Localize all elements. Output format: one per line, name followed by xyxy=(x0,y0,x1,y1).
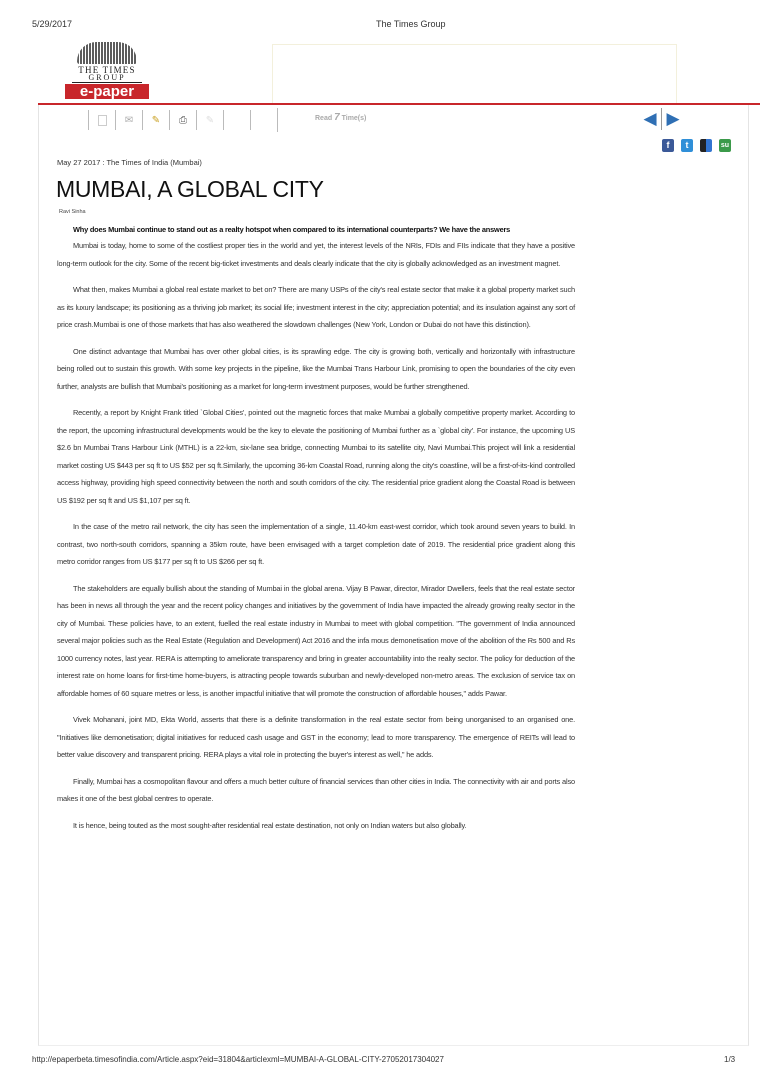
stumbleupon-icon[interactable]: su xyxy=(719,139,731,152)
article-paragraph: Finally, Mumbai has a cosmopolitan flavour and offers a much better culture of financial services than other cities in India. The connectivity with air and ports also makes it one of the best global centres to operate. xyxy=(57,776,575,803)
delicious-icon[interactable] xyxy=(700,139,712,152)
article-paragraph: In the case of the metro rail network, the city has seen the implementation of a single, 11.40-km east-west corridor, which took around seven years to build. In contrast, two north-south corridors, spanning a 35km route, have been envisaged with a target completion date of 2019. The residential price gradient along this metro corridor ranges from US $177 per sq ft to US $266 per sq ft. xyxy=(57,522,575,566)
document-icon xyxy=(98,115,107,126)
envelope-icon: ✉ xyxy=(124,114,134,126)
print-date: 5/29/2017 xyxy=(32,19,73,29)
twitter-icon[interactable]: t xyxy=(681,139,693,152)
social-share xyxy=(662,139,731,152)
attach-button[interactable] xyxy=(196,110,223,130)
article-title: MUMBAI, A GLOBAL CITY xyxy=(56,176,324,202)
epaper-badge: e-paper xyxy=(65,84,149,99)
read-suffix: Time(s) xyxy=(341,115,367,122)
article-toolbar xyxy=(88,109,304,131)
email-button[interactable] xyxy=(115,110,142,130)
footer-url[interactable]: http://epaperbeta.timesofindia.com/Article.aspx?eid=31804&articlexml=MUMBAI-A-GLOBAL-CITY-27052017304027 xyxy=(32,1055,444,1064)
logo-line1: THE TIMES xyxy=(78,65,136,75)
header-divider xyxy=(38,103,760,105)
times-group-logo[interactable] xyxy=(62,42,152,104)
article-navigation xyxy=(641,108,682,130)
previous-arrow-icon[interactable]: ◀ xyxy=(643,109,657,128)
print-button[interactable] xyxy=(169,110,196,130)
nav-separator xyxy=(661,108,662,130)
article-dateline: May 27 2017 : The Times of India (Mumbai) xyxy=(57,158,202,167)
paperclip-icon: ✎ xyxy=(205,114,215,126)
pencil-icon: ✎ xyxy=(151,114,161,126)
article-paragraph: What then, makes Mumbai a global real estate market to bet on? There are many USPs of the city's real estate sector that make it a global property market such as its luxury landscape; its positioning as a thriving job market; its social life; investment interest in the city; appreciation potential; and its insulation against any sort of price crash.Mumbai is one of those markets that has also weathered the slowdown challenges (New York, London or Dubai do not have this distinction). xyxy=(57,285,575,329)
printer-icon: ⎙ xyxy=(179,114,187,126)
article-body xyxy=(57,223,575,843)
logo-line2: GROUP xyxy=(72,74,142,83)
article-paragraph: Recently, a report by Knight Frank titled `Global Cities', pointed out the magnetic forces that make Mumbai a globally competitive property market. According to the report, the upcoming infrastructural developments would be the key to elevate the positioning of Mumbai further as a `global city'. For instance, the upcoming US $2.6 bn Mumbai Trans Harbour Link (MTHL) is a 22-km, six-lane sea bridge, connecting Mumbai to its satellite city, Navi Mumbai.This project will link a residential market costing US $443 per sq ft to US $52 per sq ft.Similarly, the upcoming 36-km Coastal Road, running along the city's coastline, will be a first-of-its-kind controlled access highway, providing high speed connectivity between the north and south corridors of the city. The residential price gradient along the Coastal Road is between US $192 per sq ft and US $1,107 per sq ft. xyxy=(57,408,575,505)
blank-tool-button[interactable] xyxy=(88,110,115,130)
read-prefix: Read xyxy=(315,115,333,122)
page-number: 1/3 xyxy=(724,1055,736,1064)
read-count-value: 7 xyxy=(334,112,340,123)
article-author: Ravi Sinha xyxy=(59,209,86,215)
article-paragraph: Mumbai is today, home to some of the costliest proper ties in the world and yet, the interest levels of the NRIs, FDIs and FIIs indicate that they have a positive long-term outlook for the city. Some of the recent big-ticket investments and deals clearly indicate that the city is globally acknowledged as an investment magnet. xyxy=(57,241,575,268)
elephant-emblem-icon xyxy=(77,42,137,64)
tool-button[interactable] xyxy=(250,110,277,130)
article-paragraph: Vivek Mohanani, joint MD, Ekta World, asserts that there is a definite transformation in the real estate sector from being unorganised to an organised one. "Initiatives like demonetisation; digital initiatives for reduced cash usage and GST in the economy; lead to more transparency. The emergence of REITs will lead to better value discovery and transparent pricing. RERA plays a vital role in protecting the buyer's interest as well," he adds. xyxy=(57,715,575,759)
article-paragraph: The stakeholders are equally bullish about the standing of Mumbai in the global arena. Vijay B Pawar, director, Mirador Dwellers, feels that the real estate sector has been in news all through the year and the recent policy changes and initiatives by the government of India have impacted the already growing realty sector in the city of Mumbai. These policies have, to an extent, fuelled the real estate industry in Mumbai to meet with global competition. "The government of India announced several major policies such as the Real Estate (Regulation and Development) Act 2016 and the infa mous demonetisation move of the abolition of the Rs 500 and Rs 1000 currency notes, last year. RERA is attempting to ameliorate transparency and bring in greater accountability into the realty sector. The policy for deduction of the interest rate on home loans for first-time home-buyers, is attracting people towards suburban and newly-developed non-metro areas. The exclusion of service tax on affordable homes of 60 square metres or less, is another impactful initiative that will promote the construction of affordable houses," adds Pawar. xyxy=(57,583,575,698)
tool-button[interactable] xyxy=(277,108,304,132)
tool-button[interactable] xyxy=(223,110,250,130)
read-count xyxy=(315,112,366,123)
article-subtitle: Why does Mumbai continue to stand out as a realty hotspot when compared to its international counterparts? We have the answers xyxy=(73,225,511,234)
article-paragraph: It is hence, being touted as the most sought-after residential real estate destination, not only on Indian waters but also globally. xyxy=(73,820,467,830)
facebook-icon[interactable]: f xyxy=(662,139,674,152)
ad-banner-area xyxy=(272,44,677,104)
next-arrow-icon[interactable]: ▶ xyxy=(666,109,680,128)
article-paragraph: One distinct advantage that Mumbai has over other global cities, is its sprawling edge. The city is growing both, vertically and horizontally with infrastructure being rolled out to sustain this growth. With some key projects in the pipeline, like the Mumbai Trans Harbour Link, promising to open the boundaries of the city even further, analysts are bullish that Mumbai's positioning as a market for long-term investment purposes, would be further strengthened. xyxy=(57,346,575,391)
comment-button[interactable] xyxy=(142,110,169,130)
print-title: The Times Group xyxy=(376,19,446,29)
